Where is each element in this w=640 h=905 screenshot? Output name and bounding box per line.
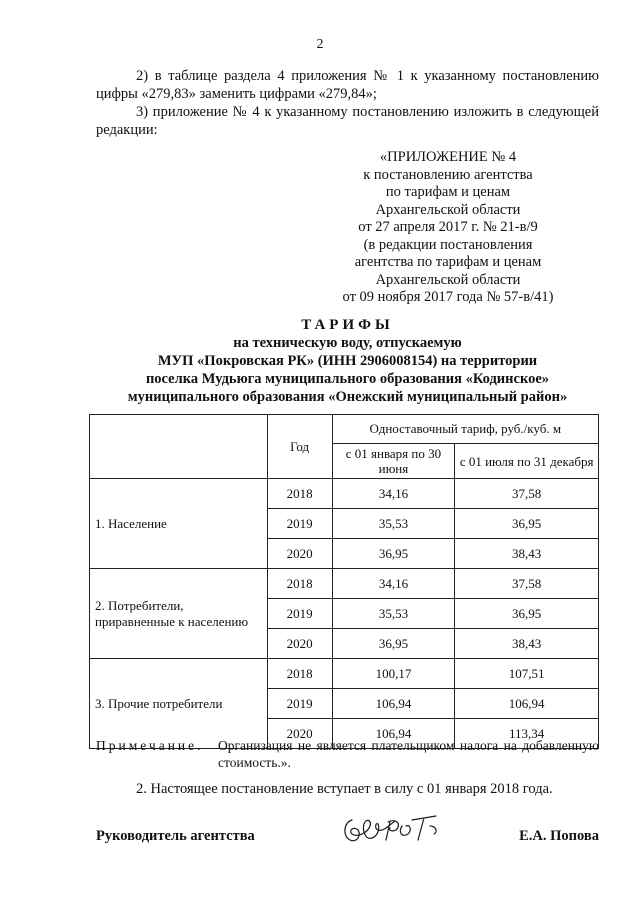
appendix-block xyxy=(318,149,578,307)
appendix-line: Архангельской области xyxy=(375,201,521,218)
year-cell: 2019 xyxy=(267,509,332,539)
tariff-cell: 38,43 xyxy=(455,539,599,569)
tariff-cell: 106,94 xyxy=(332,689,455,719)
handwritten-signature xyxy=(338,810,448,846)
tariff-cell: 100,17 xyxy=(332,659,455,689)
year-cell: 2018 xyxy=(267,569,332,599)
appendix-line: «ПРИЛОЖЕНИЕ № 4 xyxy=(379,149,517,165)
heading-line: поселка Мудьюга муниципального образования «Кодинское» xyxy=(145,371,550,387)
year-cell: 2020 xyxy=(267,719,332,749)
tariff-cell: 38,43 xyxy=(455,629,599,659)
note-block xyxy=(96,737,599,770)
year-cell: 2018 xyxy=(267,659,332,689)
appendix-line: от 09 ноября 2017 года № 57-в/41) xyxy=(342,289,554,305)
category-cell: 3. Прочие потребители xyxy=(90,659,268,749)
year-cell: 2019 xyxy=(267,599,332,629)
paragraph-amendment-3: 3) приложение № 4 к указанному постановлению изложить в следующей редакции: xyxy=(96,104,599,138)
tariff-cell: 34,16 xyxy=(332,479,455,509)
page-number: 2 xyxy=(316,37,324,52)
appendix-line: агентства по тарифам и ценам xyxy=(354,254,542,270)
tariff-cell: 37,58 xyxy=(455,479,599,509)
header-period-2: с 01 июля по 31 декабря xyxy=(455,444,599,479)
table-row xyxy=(90,479,599,509)
tariff-cell: 34,16 xyxy=(332,569,455,599)
tariff-cell: 35,53 xyxy=(332,509,455,539)
appendix-line: (в редакции постановления xyxy=(363,236,533,253)
header-category-empty xyxy=(90,415,268,479)
tariff-cell: 36,95 xyxy=(455,599,599,629)
year-cell: 2020 xyxy=(267,539,332,569)
tariff-cell: 36,95 xyxy=(332,629,455,659)
heading-title: ТАРИФЫ xyxy=(301,317,394,333)
heading-line: на техническую воду, отпускаемую xyxy=(233,335,462,351)
tariff-cell: 36,95 xyxy=(455,509,599,539)
year-cell: 2020 xyxy=(267,629,332,659)
heading-line: МУП «Покровская РК» (ИНН 2906008154) на территории xyxy=(157,353,538,369)
table-row xyxy=(90,659,599,689)
tariff-cell: 106,94 xyxy=(332,719,455,749)
tariff-cell: 37,58 xyxy=(455,569,599,599)
category-cell: 1. Население xyxy=(90,479,268,569)
tariff-cell: 35,53 xyxy=(332,599,455,629)
header-tariff: Одноставочный тариф, руб./куб. м xyxy=(332,415,598,444)
tariff-heading xyxy=(96,316,599,406)
appendix-line: Архангельской области xyxy=(375,271,521,288)
tariff-cell: 107,51 xyxy=(455,659,599,689)
appendix-line: от 27 апреля 2017 г. № 21-в/9 xyxy=(358,219,538,235)
table-row xyxy=(90,569,599,599)
tariff-cell: 113,34 xyxy=(455,719,599,749)
header-year: Год xyxy=(267,415,332,479)
appendix-line: к постановлению агентства xyxy=(363,166,533,183)
tariff-cell: 106,94 xyxy=(455,689,599,719)
signatory-name: Е.А. Попова xyxy=(519,828,599,844)
paragraph-effective-date: 2. Настоящее постановление вступает в силу с 01 января 2018 года. xyxy=(136,781,553,797)
header-period-1: с 01 января по 30 июня xyxy=(332,444,455,479)
appendix-line: по тарифам и ценам xyxy=(385,184,511,200)
year-cell: 2018 xyxy=(267,479,332,509)
tariff-table xyxy=(89,414,599,749)
tariff-cell: 36,95 xyxy=(332,539,455,569)
signatory-position: Руководитель агентства xyxy=(96,828,255,844)
note-label: Примечание. xyxy=(96,738,204,753)
category-cell: 2. Потребители, приравненные к населению xyxy=(90,569,268,659)
year-cell: 2019 xyxy=(267,689,332,719)
heading-line: муниципального образования «Онежский муниципальный район» xyxy=(127,389,568,405)
paragraph-amendment-2: 2) в таблице раздела 4 приложения № 1 к указанному постановлению цифры «279,83» заменить цифрами «279,84»; xyxy=(96,68,599,102)
note-text: Организация не является плательщиком налога на добавленную стоимость.». xyxy=(218,738,599,770)
